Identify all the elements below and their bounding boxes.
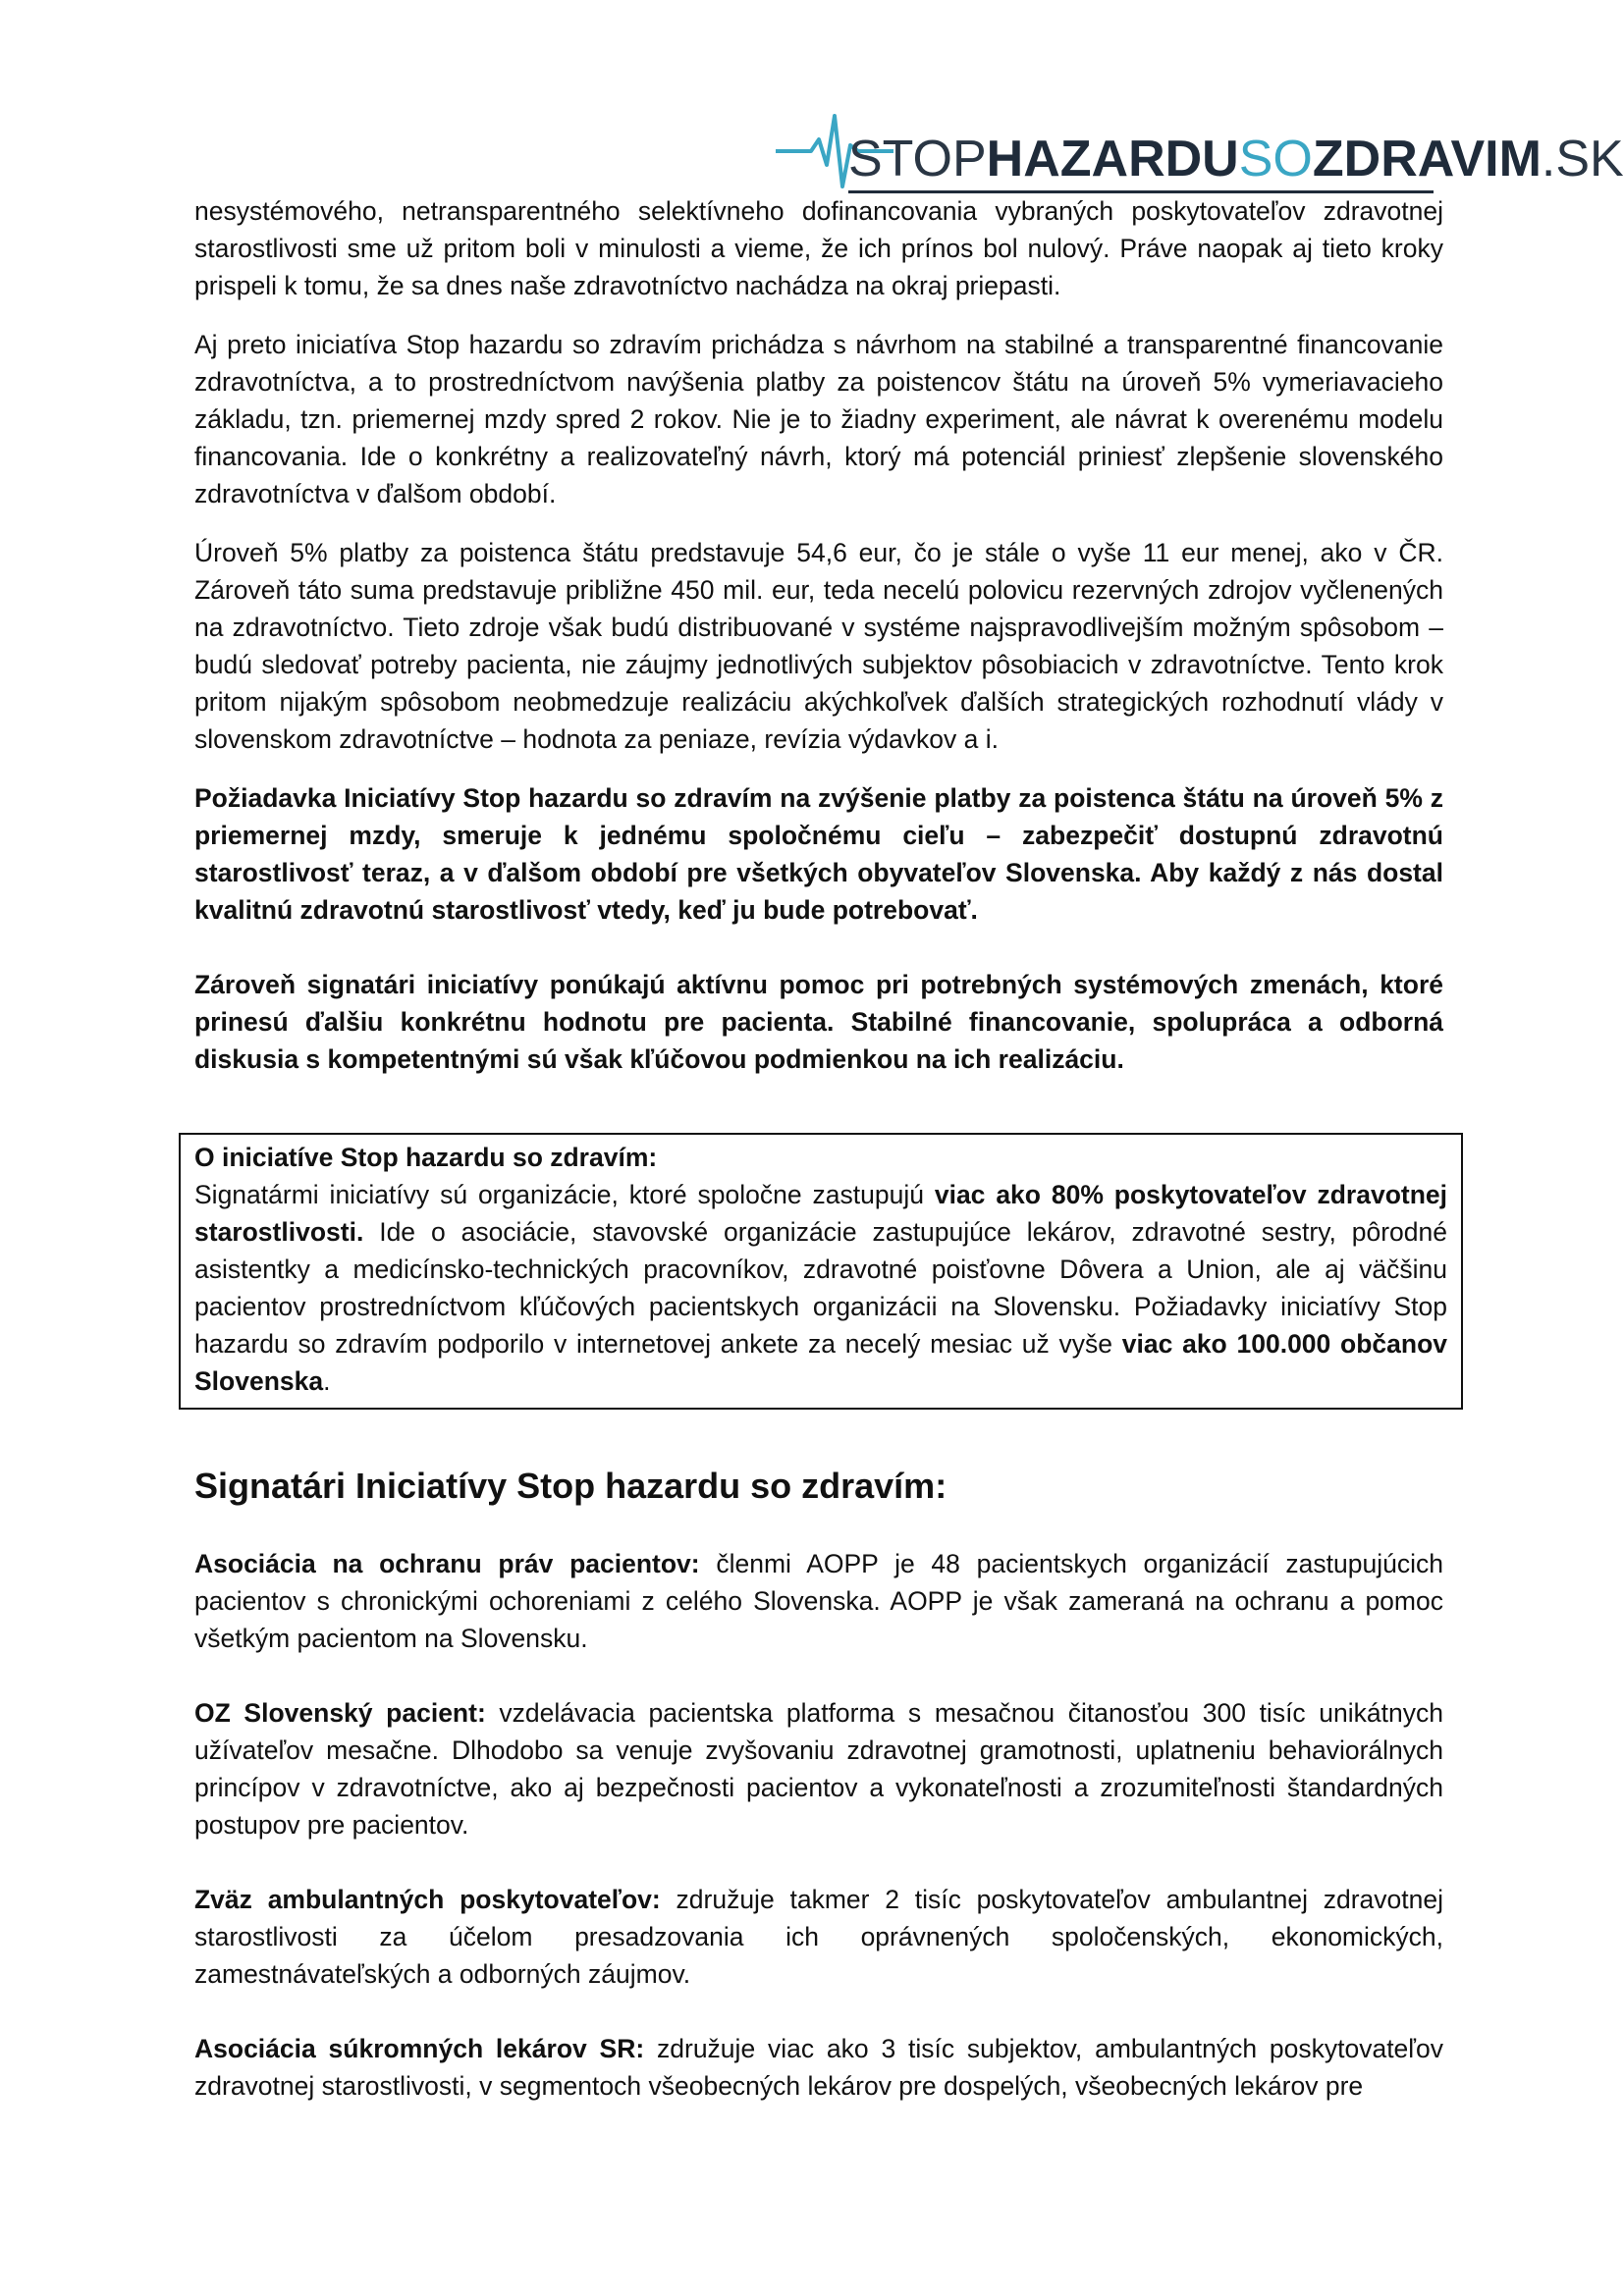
- signatory-item: Asociácia na ochranu práv pacientov: členmi AOPP je 48 pacientskych organizácií zastupujúcich pacientov s chronickými ochoreniami z celého Slovenska. AOPP je však zameraná na ochranu a pomoc všetkým pacientom na Slovensku.: [194, 1549, 1444, 1653]
- site-logo: [776, 92, 1624, 202]
- signatory-item: Asociácia súkromných lekárov SR: združuje viac ako 3 tisíc subjektov, ambulantných poskytovateľov zdravotnej starostlivosti, v segmentoch všeobecných lekárov pre dospelých, všeobecných lekárov pre: [194, 2034, 1444, 2101]
- info-box-title: O iniciatíve Stop hazardu so zdravím:: [194, 1143, 658, 1172]
- signatories-heading: Signatári Iniciatívy Stop hazardu so zdravím:: [194, 1466, 947, 1506]
- paragraph-5-bold: Zároveň signatári iniciatívy ponúkajú aktívnu pomoc pri potrebných systémových zmenách, ktoré prinesú ďalšiu konkrétnu hodnotu pre pacienta. Stabilné financovanie, spolupráca a odborná diskusia s kompetentnými sú však kľúčovou podmienkou na ich realizáciu.: [194, 970, 1443, 1074]
- info-box: [179, 1133, 1463, 1410]
- paragraph-1: nesystémového, netransparentného selektívneho dofinancovania vybraných poskytovateľov zdravotnej starostlivosti sme už pritom boli v minulosti a vieme, že ich prínos bol nulový. Práve naopak aj tieto kroky prispeli k tomu, že sa dnes naše zdravotníctvo nachádza na okraj priepasti.: [194, 196, 1443, 300]
- document-body: [194, 192, 1447, 2105]
- signatory-item: OZ Slovenský pacient: vzdelávacia pacientska platforma s mesačnou čitanosťou 300 tisíc unikátnych užívateľov mesačne. Dlhodobo sa venuje zvyšovaniu zdravotnej gramotnosti, uplatneniu behaviorálnych princípov v zdravotníctve, ako aj bezpečnosti pacientov a vykonateľnosti a zrozumiteľnosti štandardných postupov pre pacientov.: [194, 1698, 1444, 1840]
- paragraph-4-bold: Požiadavka Iniciatívy Stop hazardu so zdravím na zvýšenie platby za poistenca štátu na úroveň 5% z priemernej mzdy, smeruje k jednému spoločnému cieľu – zabezpečiť dostupnú zdravotnú starostlivosť teraz, a v ďalšom období pre všetkých obyvateľov Slovenska. Aby každý z nás dostal kvalitnú zdravotnú starostlivosť vtedy, keď ju bude potrebovať.: [194, 783, 1443, 925]
- info-box-text: Signatármi iniciatívy sú organizácie, ktoré spoločne zastupujú viac ako 80% poskytovateľov zdravotnej starostlivosti. Ide o asociácie, stavovské organizácie zastupujúce lekárov, zdravotné sestry, pôrodné asistentky a medicínsko-technických pracovníkov, zdravotné poisťovne Dôvera a Union, ale aj väčšinu pacientov prostredníctvom kľúčových pacientskych organizácii na Slovensku. Požiadavky iniciatívy Stop hazardu so zdravím podporilo v internetovej ankete za necelý mesiac už vyše viac ako 100.000 občanov Slovenska.: [194, 1180, 1447, 1396]
- signatory-item: Zväz ambulantných poskytovateľov: združuje takmer 2 tisíc poskytovateľov ambulantnej zdravotnej starostlivosti za účelom presadzovania ich oprávnených spoločenských, ekonomických, zamestnávateľských a odborných záujmov.: [194, 1885, 1443, 1989]
- logo-wordmark: STOPHAZARDUSOZDRAVIM.SK: [848, 131, 1624, 187]
- paragraph-3: Úroveň 5% platby za poistenca štátu predstavuje 54,6 eur, čo je stále o vyše 11 eur menej, ako v ČR. Zároveň táto suma predstavuje približne 450 mil. eur, teda necelú polovicu rezervných zdrojov vyčlenených na zdravotníctvo. Tieto zdroje však budú distribuované v systéme najspravodlivejším možným spôsobom – budú sledovať potreby pacienta, nie záujmy jednotlivých subjektov pôsobiacich v zdravotníctve. Tento krok pritom nijakým spôsobom neobmedzuje realizáciu akýchkoľvek ďalších strategických rozhodnutí vlády v slovenskom zdravotníctve – hodnota za peniaze, revízia výdavkov a i.: [194, 538, 1443, 754]
- paragraph-2: Aj preto iniciatíva Stop hazardu so zdravím prichádza s návrhom na stabilné a transparentné financovanie zdravotníctva, a to prostredníctvom navýšenia platby za poistencov štátu na úroveň 5% vymeriavacieho základu, tzn. priemernej mzdy spred 2 rokov. Nie je to žiadny experiment, ale návrat k overenému modelu financovania. Ide o konkrétny a realizovateľný návrh, ktorý má potenciál priniesť zlepšenie slovenského zdravotníctva v ďalšom období.: [194, 330, 1443, 508]
